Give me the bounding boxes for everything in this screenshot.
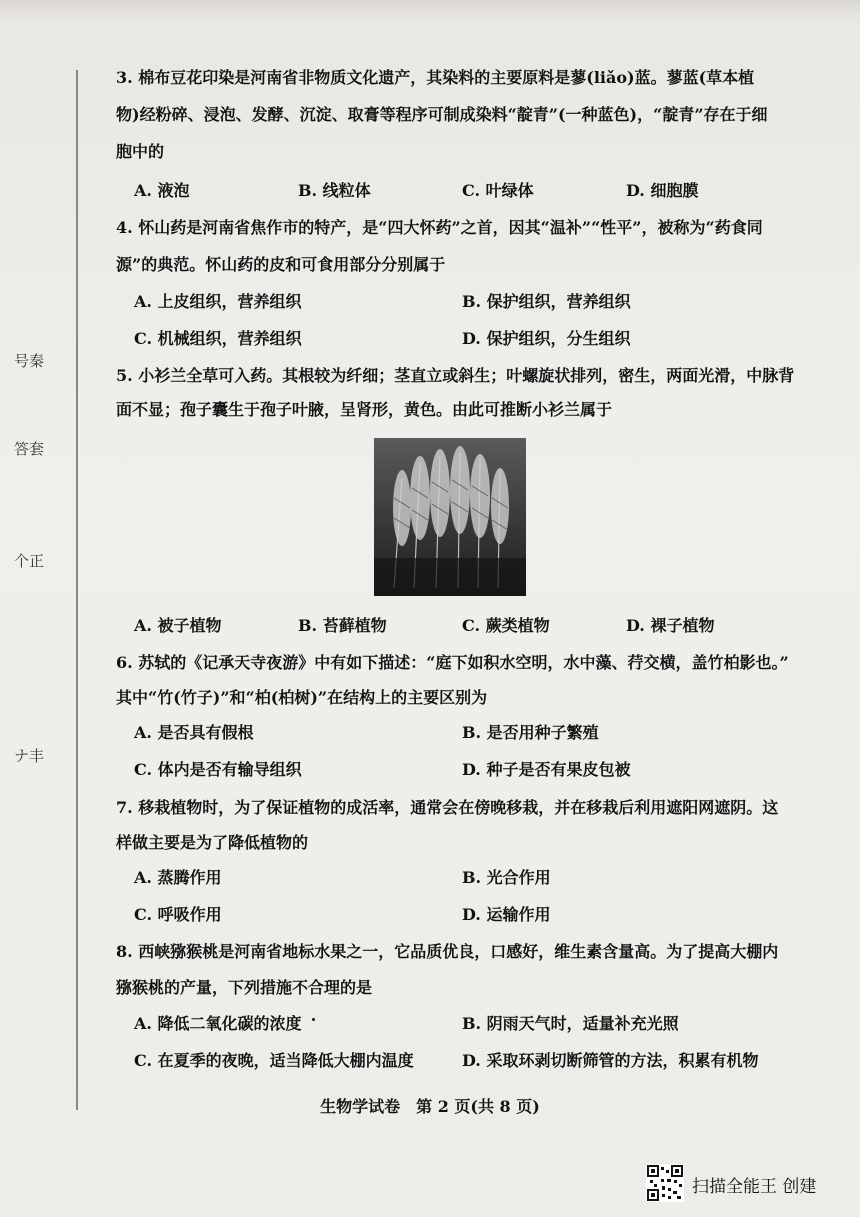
question-5-option-b: B. 苔藓植物 [298, 616, 387, 635]
question-8-line-2: 猕猴桃的产量，下列措施不合理的是 [116, 978, 373, 997]
margin-label: ナ丰 [14, 747, 45, 765]
scanner-watermark: 扫描全能王 创建 [692, 1177, 817, 1197]
question-3-option-c: C. 叶绿体 [462, 181, 534, 200]
margin-label: 号秦 [14, 352, 45, 370]
question-7-option-c: C. 呼吸作用 [134, 905, 222, 924]
question-4-line-1: 4. 怀山药是河南省焦作市的特产，是“四大怀药”之首，因其“温补”“性平”，被称为“药食同 [116, 218, 763, 237]
question-7-option-b: B. 光合作用 [462, 868, 551, 887]
question-3-option-a: A. 液泡 [134, 181, 190, 200]
plant-photo [374, 438, 526, 596]
question-8-option-d: D. 采取环剥切断筛管的方法，积累有机物 [462, 1051, 759, 1070]
question-5-option-a: A. 被子植物 [134, 616, 222, 635]
question-5-option-d: D. 裸子植物 [626, 616, 715, 635]
question-5-line-1: 5. 小衫兰全草可入药。其根较为纤细；茎直立或斜生；叶螺旋状排列，密生，两面光滑，中脉背 [116, 366, 795, 385]
question-6-line-2: 其中“竹(竹子)”和“柏(柏树)”在结构上的主要区别为 [116, 688, 488, 707]
question-3-line-2: 物)经粉碎、浸泡、发酵、沉淀、取膏等程序可制成染料“靛青”(一种蓝色)，“靛青”存在于细 [116, 105, 768, 124]
question-6-option-c: C. 体内是否有输导组织 [134, 760, 302, 779]
question-8-option-c: C. 在夏季的夜晚，适当降低大棚内温度 [134, 1051, 414, 1070]
question-6-option-b: B. 是否用种子繁殖 [462, 723, 599, 742]
question-4-option-d: D. 保护组织，分生组织 [462, 329, 631, 348]
question-3-line-3: 胞中的 [116, 142, 165, 161]
question-3-line-1: 3. 棉布豆花印染是河南省非物质文化遗产，其染料的主要原料是蓼(liǎo)蓝。蓼蓝(草本植 [116, 68, 755, 87]
question-7-line-2: 样做主要是为了降低植物的 [116, 833, 309, 852]
question-7-option-d: D. 运输作用 [462, 905, 551, 924]
question-6-option-a: A. 是否具有假根 [134, 723, 254, 742]
question-4-option-c: C. 机械组织，营养组织 [134, 329, 302, 348]
qr-code-icon [646, 1164, 684, 1202]
question-3-option-b: B. 线粒体 [298, 181, 371, 200]
margin-label: 个正 [14, 552, 45, 570]
page-footer: 生物学试卷 第 2 页(共 8 页) [320, 1097, 540, 1116]
question-6-option-d: D. 种子是否有果皮包被 [462, 760, 631, 779]
question-8-option-a: A. 降低二氧化碳的浓度 [134, 1014, 302, 1033]
question-3-option-d: D. 细胞膜 [626, 181, 699, 200]
question-4-option-a: A. 上皮组织，营养组织 [134, 292, 302, 311]
question-6-line-1: 6. 苏轼的《记承天寺夜游》中有如下描述：“庭下如积水空明，水中藻、荇交横，盖竹柏影也。” [116, 653, 789, 672]
question-8-line-1: 8. 西峡猕猴桃是河南省地标水果之一，它品质优良，口感好，维生素含量高。为了提高大棚内 [116, 942, 779, 961]
question-8-option-b: B. 阴雨天气时，适量补充光照 [462, 1014, 679, 1033]
top-edge [0, 0, 860, 22]
binding-line [76, 70, 78, 1110]
question-4-option-b: B. 保护组织，营养组织 [462, 292, 631, 311]
question-5-line-2: 面不显；孢子囊生于孢子叶腋，呈肾形，黄色。由此可推断小衫兰属于 [116, 400, 613, 419]
emphasis-dot [312, 1018, 315, 1021]
question-7-option-a: A. 蒸腾作用 [134, 868, 222, 887]
question-4-line-2: 源”的典范。怀山药的皮和可食用部分分别属于 [116, 255, 446, 274]
question-5-option-c: C. 蕨类植物 [462, 616, 550, 635]
question-7-line-1: 7. 移栽植物时，为了保证植物的成活率，通常会在傍晚移栽，并在移栽后利用遮阳网遮阴。这 [116, 798, 779, 817]
margin-label: 答套 [14, 440, 45, 458]
